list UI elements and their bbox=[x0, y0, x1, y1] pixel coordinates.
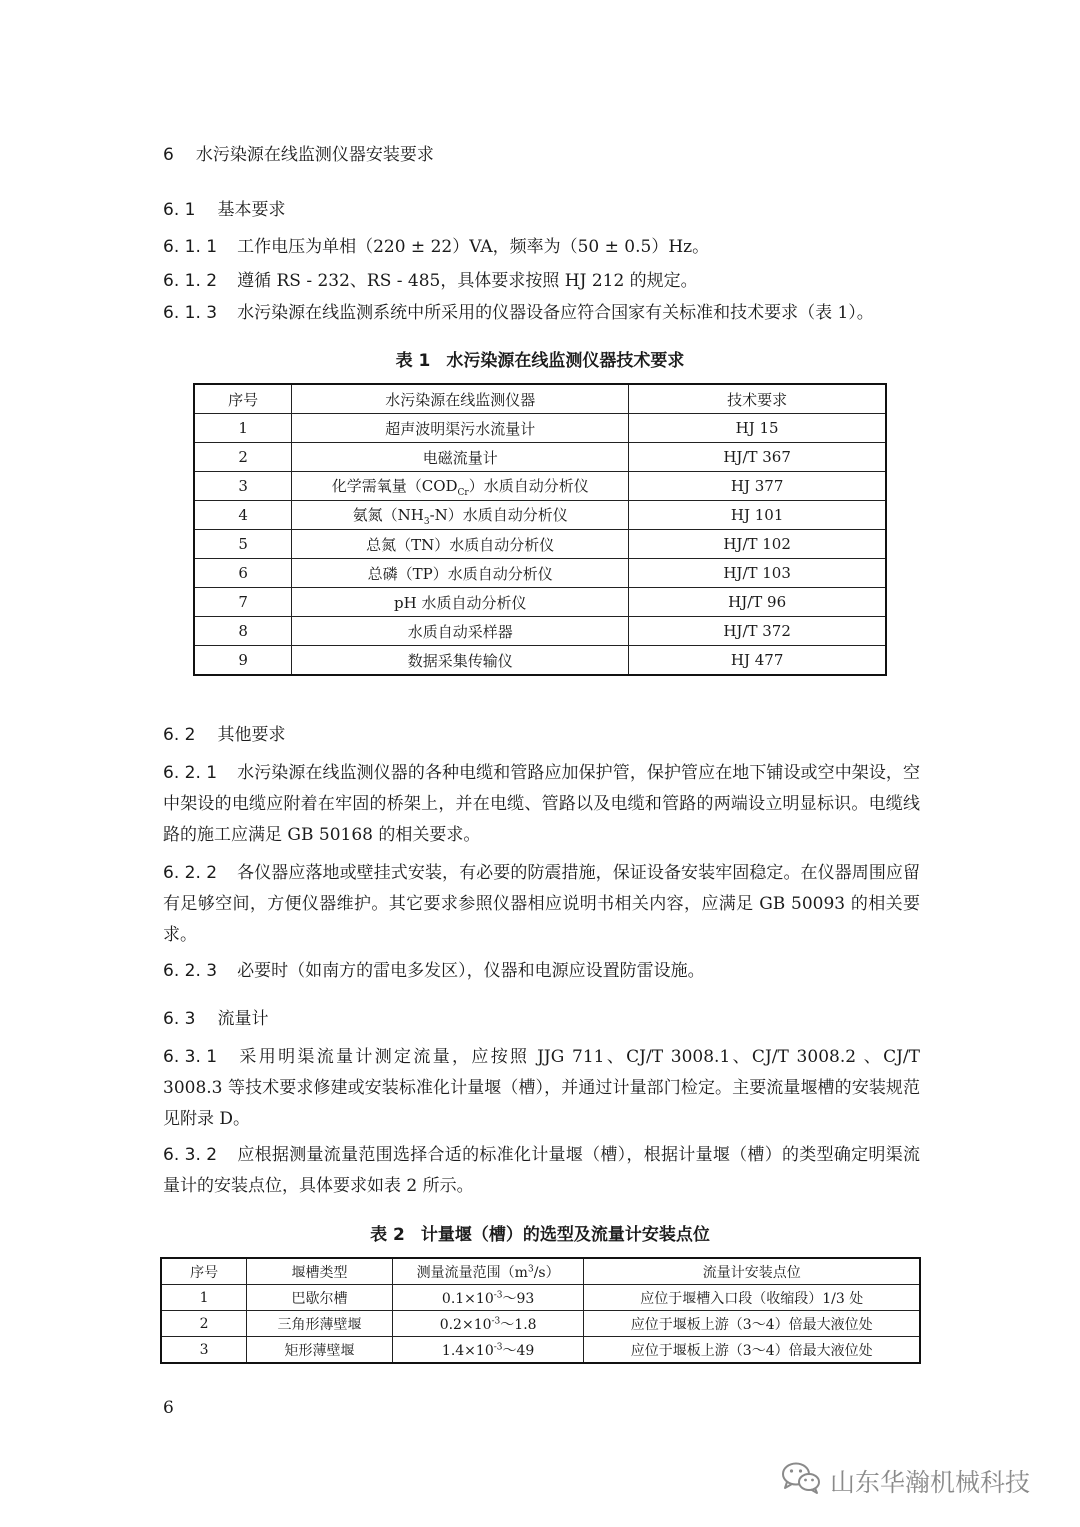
cell-no: 7 bbox=[194, 588, 292, 617]
cell-range bbox=[392, 1337, 584, 1364]
cell-requirement: HJ 101 bbox=[629, 501, 886, 530]
clause-number: 6. 2. 3 bbox=[163, 961, 218, 981]
cell-requirement: HJ/T 367 bbox=[629, 443, 886, 472]
section-title: 水污染源在线监测仪器安装要求 bbox=[195, 145, 434, 165]
range-base: 0.2×10 bbox=[439, 1316, 492, 1333]
clause-text: 应根据测量流量范围选择合适的标准化计量堰（槽），根据计量堰（槽）的类型确定明渠流量计的安装点位，具体要求如表 2 所示。 bbox=[163, 1145, 920, 1196]
clause-6-3-2 bbox=[163, 1140, 920, 1202]
range-base: 1.4×10 bbox=[441, 1342, 494, 1359]
cell-no: 1 bbox=[194, 414, 292, 443]
clause-6-2-3 bbox=[163, 956, 920, 987]
subscript: Cr bbox=[457, 487, 469, 498]
watermark bbox=[780, 1460, 1030, 1502]
cell-requirement: HJ/T 372 bbox=[629, 617, 886, 646]
clause-number: 6. 2. 1 bbox=[163, 763, 218, 783]
subsection-heading-6-1 bbox=[163, 195, 285, 220]
instrument-name-post: -N）水质自动分析仪 bbox=[429, 505, 568, 524]
subsection-number: 6. 1 bbox=[163, 200, 196, 220]
table-row bbox=[194, 501, 886, 530]
clause-6-2-1 bbox=[163, 758, 920, 851]
instrument-name-post: ）水质自动分析仪 bbox=[468, 476, 589, 495]
watermark-text: 山东华瀚机械科技 bbox=[830, 1468, 1031, 1497]
cell-no: 2 bbox=[194, 443, 292, 472]
cell-requirement: HJ/T 96 bbox=[629, 588, 886, 617]
table-row bbox=[194, 472, 886, 501]
cell-requirement: HJ 15 bbox=[629, 414, 886, 443]
table-row bbox=[194, 443, 886, 472]
table1-caption bbox=[0, 346, 1080, 371]
cell-no: 5 bbox=[194, 530, 292, 559]
table-title: 计量堰（槽）的选型及流量计安装点位 bbox=[420, 1225, 710, 1245]
table-title: 水污染源在线监测仪器技术要求 bbox=[446, 351, 685, 371]
col-header: 技术要求 bbox=[629, 384, 886, 414]
clause-6-1-1 bbox=[163, 232, 920, 263]
table-row bbox=[194, 588, 886, 617]
cell-instrument: 总磷（TP）水质自动分析仪 bbox=[292, 559, 629, 588]
instrument-name-pre: 氨氮（NH bbox=[352, 505, 424, 524]
cell-requirement: HJ/T 103 bbox=[629, 559, 886, 588]
table-number: 表 2 bbox=[370, 1225, 405, 1245]
subsection-heading-6-3 bbox=[163, 1004, 268, 1029]
clause-number: 6. 1. 3 bbox=[163, 303, 218, 323]
exponent: -3 bbox=[493, 1341, 503, 1352]
subsection-heading-6-2 bbox=[163, 720, 285, 745]
clause-number: 6. 1. 1 bbox=[163, 237, 218, 257]
clause-6-3-1 bbox=[163, 1042, 920, 1135]
table-row bbox=[194, 559, 886, 588]
table-row bbox=[161, 1337, 920, 1364]
subsection-number: 6. 2 bbox=[163, 725, 196, 745]
clause-number: 6. 1. 2 bbox=[163, 271, 218, 291]
table2-caption bbox=[0, 1220, 1080, 1245]
range-base: 0.1×10 bbox=[441, 1290, 494, 1307]
subsection-title: 基本要求 bbox=[217, 200, 286, 220]
cell-no: 6 bbox=[194, 559, 292, 588]
cell-range bbox=[392, 1285, 584, 1311]
cell-type: 矩形薄壁堰 bbox=[247, 1337, 393, 1364]
table-number: 表 1 bbox=[395, 351, 431, 371]
table-row bbox=[161, 1311, 920, 1337]
cell-instrument: 超声波明渠污水流量计 bbox=[292, 414, 629, 443]
exponent: -3 bbox=[491, 1315, 501, 1326]
table-row bbox=[161, 1285, 920, 1311]
cell-type: 巴歇尔槽 bbox=[247, 1285, 393, 1311]
clause-text: 遵循 RS - 232、RS - 485，具体要求按照 HJ 212 的规定。 bbox=[237, 271, 698, 291]
table-row bbox=[194, 617, 886, 646]
subsection-number: 6. 3 bbox=[163, 1009, 196, 1029]
header-range-pre: 测量流量范围（m bbox=[416, 1264, 528, 1281]
cell-instrument: 总氮（TN）水质自动分析仪 bbox=[292, 530, 629, 559]
clause-number: 6. 3. 2 bbox=[163, 1145, 218, 1165]
cell-range bbox=[392, 1311, 584, 1337]
clause-6-1-2 bbox=[163, 266, 920, 297]
col-header: 堰槽类型 bbox=[247, 1258, 393, 1285]
table2-weir-selection bbox=[160, 1257, 921, 1364]
clause-text: 采用明渠流量计测定流量，应按照 JJG 711、CJ/T 3008.1、CJ/T 3008.2 、CJ/T 3008.3 等技术要求修建或安装标准化计量堰（槽），并通过计量部门检定。主要流量堰槽的安装规范见附录 D。 bbox=[163, 1047, 920, 1129]
cell-instrument: 数据采集传输仪 bbox=[292, 646, 629, 676]
cell-instrument bbox=[292, 501, 629, 530]
range-upper: ～1.8 bbox=[500, 1316, 537, 1333]
header-range-post: /s） bbox=[533, 1264, 560, 1281]
superscript: 3 bbox=[527, 1263, 534, 1274]
clause-text: 水污染源在线监测系统中所采用的仪器设备应符合国家有关标准和技术要求（表 1）。 bbox=[237, 303, 874, 323]
cell-position: 应位于堰板上游（3～4）倍最大液位处 bbox=[584, 1337, 920, 1364]
subsection-title: 其他要求 bbox=[217, 725, 286, 745]
cell-position: 应位于堰槽入口段（收缩段）1/3 处 bbox=[584, 1285, 920, 1311]
cell-instrument: 水质自动采样器 bbox=[292, 617, 629, 646]
cell-requirement: HJ/T 102 bbox=[629, 530, 886, 559]
range-upper: ～49 bbox=[502, 1342, 535, 1359]
page-number: 6 bbox=[163, 1398, 174, 1418]
col-header: 序号 bbox=[194, 384, 292, 414]
section-number: 6 bbox=[163, 145, 174, 165]
clause-text: 必要时（如南方的雷电多发区），仪器和电源应设置防雷设施。 bbox=[237, 961, 705, 981]
table-row bbox=[194, 414, 886, 443]
cell-requirement: HJ 377 bbox=[629, 472, 886, 501]
col-header bbox=[392, 1258, 584, 1285]
cell-no: 2 bbox=[161, 1311, 247, 1337]
range-upper: ～93 bbox=[502, 1290, 535, 1307]
clause-text: 工作电压为单相（220 ± 22）VA，频率为（50 ± 0.5）Hz。 bbox=[237, 237, 710, 257]
clause-text: 各仪器应落地或壁挂式安装，有必要的防震措施，保证设备安装牢固稳定。在仪器周围应留有足够空间，方便仪器维护。其它要求参照仪器相应说明书相关内容，应满足 GB 50093 的相关要求。 bbox=[163, 863, 920, 945]
table-row bbox=[194, 530, 886, 559]
cell-instrument bbox=[292, 472, 629, 501]
cell-no: 4 bbox=[194, 501, 292, 530]
table-header-row bbox=[161, 1258, 920, 1285]
cell-instrument: pH 水质自动分析仪 bbox=[292, 588, 629, 617]
cell-no: 3 bbox=[161, 1337, 247, 1364]
table-header-row bbox=[194, 384, 886, 414]
subscript: 3 bbox=[423, 516, 430, 527]
cell-no: 8 bbox=[194, 617, 292, 646]
cell-no: 1 bbox=[161, 1285, 247, 1311]
cell-no: 9 bbox=[194, 646, 292, 676]
instrument-name-pre: 化学需氧量（COD bbox=[331, 476, 458, 495]
col-header: 水污染源在线监测仪器 bbox=[292, 384, 629, 414]
section-heading-6 bbox=[163, 140, 434, 165]
subsection-title: 流量计 bbox=[217, 1009, 269, 1029]
clause-text: 水污染源在线监测仪器的各种电缆和管路应加保护管，保护管应在地下铺设或空中架设，空中架设的电缆应附着在牢固的桥架上，并在电缆、管路以及电缆和管路的两端设立明显标识。电缆线路的施工应满足 GB 50168 的相关要求。 bbox=[163, 763, 920, 845]
clause-6-2-2 bbox=[163, 858, 920, 951]
col-header: 序号 bbox=[161, 1258, 247, 1285]
table1-instrument-requirements bbox=[193, 383, 887, 676]
exponent: -3 bbox=[493, 1289, 503, 1300]
table-row bbox=[194, 646, 886, 676]
col-header: 流量计安装点位 bbox=[584, 1258, 920, 1285]
wechat-icon bbox=[780, 1460, 822, 1502]
cell-no: 3 bbox=[194, 472, 292, 501]
cell-instrument: 电磁流量计 bbox=[292, 443, 629, 472]
cell-requirement: HJ 477 bbox=[629, 646, 886, 676]
cell-type: 三角形薄壁堰 bbox=[247, 1311, 393, 1337]
cell-position: 应位于堰板上游（3～4）倍最大液位处 bbox=[584, 1311, 920, 1337]
clause-6-1-3 bbox=[163, 298, 920, 329]
clause-number: 6. 2. 2 bbox=[163, 863, 218, 883]
clause-number: 6. 3. 1 bbox=[163, 1047, 218, 1067]
